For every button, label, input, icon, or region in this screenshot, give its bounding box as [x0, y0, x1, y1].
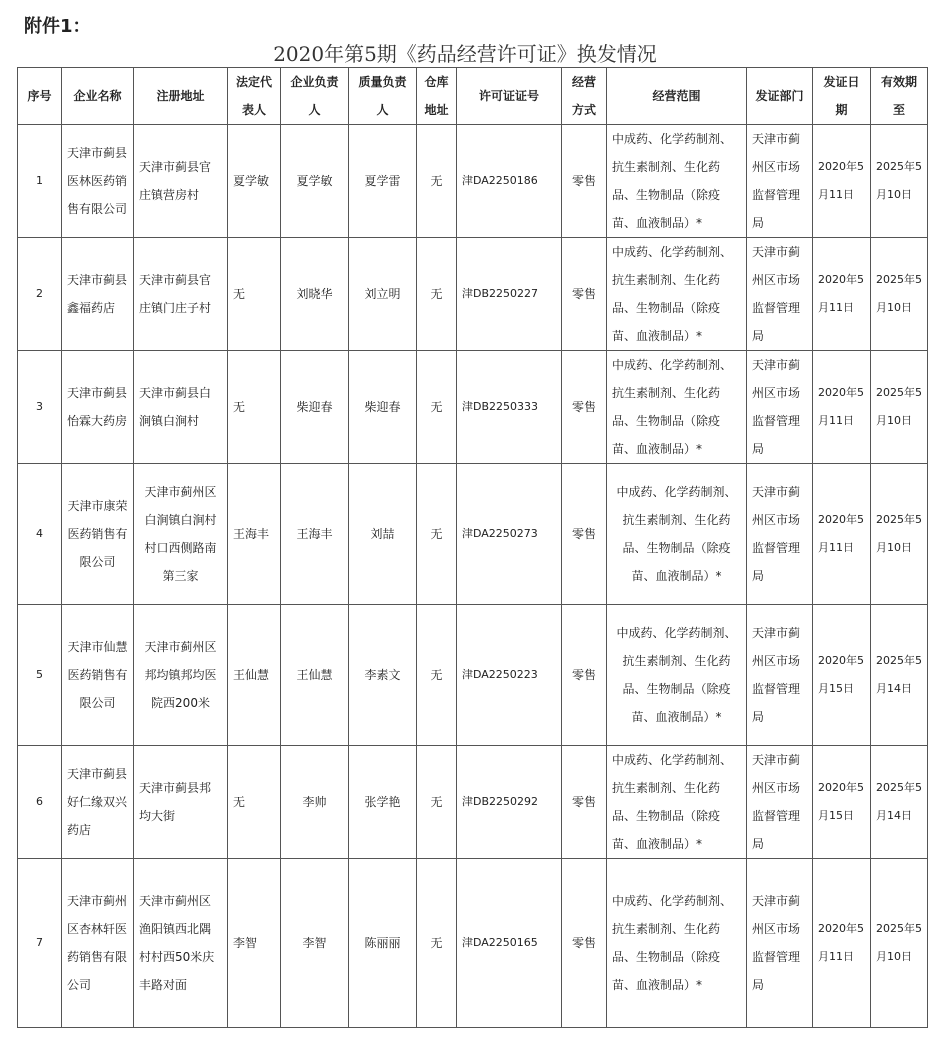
cell-dept: 天津市蓟州区市场监督管理局 [747, 859, 813, 1028]
cell-dept: 天津市蓟州区市场监督管理局 [747, 464, 813, 605]
cell-company: 天津市蓟县鑫福药店 [62, 238, 134, 351]
table-row [18, 238, 928, 351]
cell-legal: 王海丰 [228, 464, 281, 605]
cell-company: 天津市蓟县怡霖大药房 [62, 351, 134, 464]
cell-warehouse: 无 [417, 125, 457, 238]
cell-quality: 刘立明 [349, 238, 417, 351]
column-header: 经营范围 [607, 68, 747, 125]
table-row [18, 605, 928, 746]
cell-expire: 2025年5月10日 [871, 125, 928, 238]
column-header: 企业名称 [62, 68, 134, 125]
cell-no: 3 [18, 351, 62, 464]
cell-issue: 2020年5月11日 [813, 859, 871, 1028]
cell-no: 1 [18, 125, 62, 238]
cell-mode: 零售 [562, 746, 607, 859]
cell-license: 津DB2250227 [457, 238, 562, 351]
cell-legal: 李智 [228, 859, 281, 1028]
cell-license: 津DA2250186 [457, 125, 562, 238]
cell-scope: 中成药、化学药制剂、抗生素制剂、生化药品、生物制品（除疫苗、血液制品）* [607, 746, 747, 859]
cell-issue: 2020年5月11日 [813, 125, 871, 238]
cell-address: 天津市蓟县官庄镇营房村 [134, 125, 228, 238]
cell-address: 天津市蓟州区渔阳镇西北隅村村西50米庆丰路对面 [134, 859, 228, 1028]
cell-legal: 无 [228, 238, 281, 351]
cell-scope: 中成药、化学药制剂、抗生素制剂、生化药品、生物制品（除疫苗、血液制品）* [607, 238, 747, 351]
cell-expire: 2025年5月10日 [871, 859, 928, 1028]
cell-dept: 天津市蓟州区市场监督管理局 [747, 125, 813, 238]
cell-quality: 李素文 [349, 605, 417, 746]
table-row [18, 859, 928, 1028]
cell-dept: 天津市蓟州区市场监督管理局 [747, 238, 813, 351]
column-header: 仓库地址 [417, 68, 457, 125]
cell-warehouse: 无 [417, 351, 457, 464]
cell-quality: 陈丽丽 [349, 859, 417, 1028]
column-header: 发证部门 [747, 68, 813, 125]
cell-warehouse: 无 [417, 464, 457, 605]
cell-company: 天津市蓟州区杏林轩医药销售有限公司 [62, 859, 134, 1028]
cell-legal: 夏学敏 [228, 125, 281, 238]
cell-address: 天津市蓟州区白涧镇白涧村村口西侧路南第三家 [134, 464, 228, 605]
cell-manager: 刘晓华 [281, 238, 349, 351]
cell-warehouse: 无 [417, 605, 457, 746]
cell-warehouse: 无 [417, 238, 457, 351]
cell-quality: 刘喆 [349, 464, 417, 605]
cell-expire: 2025年5月14日 [871, 746, 928, 859]
cell-manager: 夏学敏 [281, 125, 349, 238]
cell-scope: 中成药、化学药制剂、抗生素制剂、生化药品、生物制品（除疫苗、血液制品）* [607, 605, 747, 746]
license-table [17, 67, 928, 1028]
document-title: 2020年第5期《药品经营许可证》换发情况 [273, 42, 657, 66]
cell-scope: 中成药、化学药制剂、抗生素制剂、生化药品、生物制品（除疫苗、血液制品）* [607, 859, 747, 1028]
cell-issue: 2020年5月11日 [813, 238, 871, 351]
cell-legal: 无 [228, 351, 281, 464]
cell-address: 天津市蓟州区邦均镇邦均医院西200米 [134, 605, 228, 746]
cell-address: 天津市蓟县白涧镇白涧村 [134, 351, 228, 464]
cell-address: 天津市蓟县邦均大街 [134, 746, 228, 859]
cell-mode: 零售 [562, 238, 607, 351]
cell-quality: 张学艳 [349, 746, 417, 859]
cell-address: 天津市蓟县官庄镇门庄子村 [134, 238, 228, 351]
cell-issue: 2020年5月15日 [813, 746, 871, 859]
cell-mode: 零售 [562, 464, 607, 605]
column-header: 序号 [18, 68, 62, 125]
cell-license: 津DB2250292 [457, 746, 562, 859]
cell-company: 天津市康荣医药销售有限公司 [62, 464, 134, 605]
cell-dept: 天津市蓟州区市场监督管理局 [747, 746, 813, 859]
cell-company: 天津市蓟县好仁缘双兴药店 [62, 746, 134, 859]
cell-scope: 中成药、化学药制剂、抗生素制剂、生化药品、生物制品（除疫苗、血液制品）* [607, 464, 747, 605]
cell-scope: 中成药、化学药制剂、抗生素制剂、生化药品、生物制品（除疫苗、血液制品）* [607, 125, 747, 238]
table-row [18, 351, 928, 464]
cell-legal: 无 [228, 746, 281, 859]
cell-dept: 天津市蓟州区市场监督管理局 [747, 605, 813, 746]
cell-expire: 2025年5月14日 [871, 605, 928, 746]
cell-mode: 零售 [562, 351, 607, 464]
cell-license: 津DB2250333 [457, 351, 562, 464]
cell-mode: 零售 [562, 125, 607, 238]
table-row [18, 464, 928, 605]
cell-license: 津DA2250223 [457, 605, 562, 746]
table-row [18, 746, 928, 859]
cell-manager: 李智 [281, 859, 349, 1028]
cell-warehouse: 无 [417, 859, 457, 1028]
cell-no: 7 [18, 859, 62, 1028]
column-header: 经营方式 [562, 68, 607, 125]
attachment-label: 附件1： [24, 16, 91, 37]
cell-manager: 王海丰 [281, 464, 349, 605]
table-header-row [18, 68, 928, 125]
column-header: 质量负责人 [349, 68, 417, 125]
cell-expire: 2025年5月10日 [871, 238, 928, 351]
cell-no: 2 [18, 238, 62, 351]
cell-quality: 柴迎春 [349, 351, 417, 464]
cell-expire: 2025年5月10日 [871, 351, 928, 464]
cell-manager: 李帅 [281, 746, 349, 859]
cell-license: 津DA2250273 [457, 464, 562, 605]
cell-issue: 2020年5月11日 [813, 351, 871, 464]
table-body [18, 125, 928, 1028]
column-header: 发证日期 [813, 68, 871, 125]
cell-issue: 2020年5月11日 [813, 464, 871, 605]
cell-scope: 中成药、化学药制剂、抗生素制剂、生化药品、生物制品（除疫苗、血液制品）* [607, 351, 747, 464]
table-row [18, 125, 928, 238]
cell-warehouse: 无 [417, 746, 457, 859]
column-header: 有效期至 [871, 68, 928, 125]
cell-no: 4 [18, 464, 62, 605]
cell-manager: 柴迎春 [281, 351, 349, 464]
column-header: 企业负责人 [281, 68, 349, 125]
cell-quality: 夏学雷 [349, 125, 417, 238]
cell-mode: 零售 [562, 605, 607, 746]
cell-legal: 王仙慧 [228, 605, 281, 746]
column-header: 法定代表人 [228, 68, 281, 125]
cell-dept: 天津市蓟州区市场监督管理局 [747, 351, 813, 464]
cell-no: 6 [18, 746, 62, 859]
cell-issue: 2020年5月15日 [813, 605, 871, 746]
column-header: 注册地址 [134, 68, 228, 125]
cell-license: 津DA2250165 [457, 859, 562, 1028]
cell-company: 天津市仙慧医药销售有限公司 [62, 605, 134, 746]
cell-no: 5 [18, 605, 62, 746]
cell-manager: 王仙慧 [281, 605, 349, 746]
cell-company: 天津市蓟县医林医药销售有限公司 [62, 125, 134, 238]
cell-mode: 零售 [562, 859, 607, 1028]
column-header: 许可证证号 [457, 68, 562, 125]
cell-expire: 2025年5月10日 [871, 464, 928, 605]
